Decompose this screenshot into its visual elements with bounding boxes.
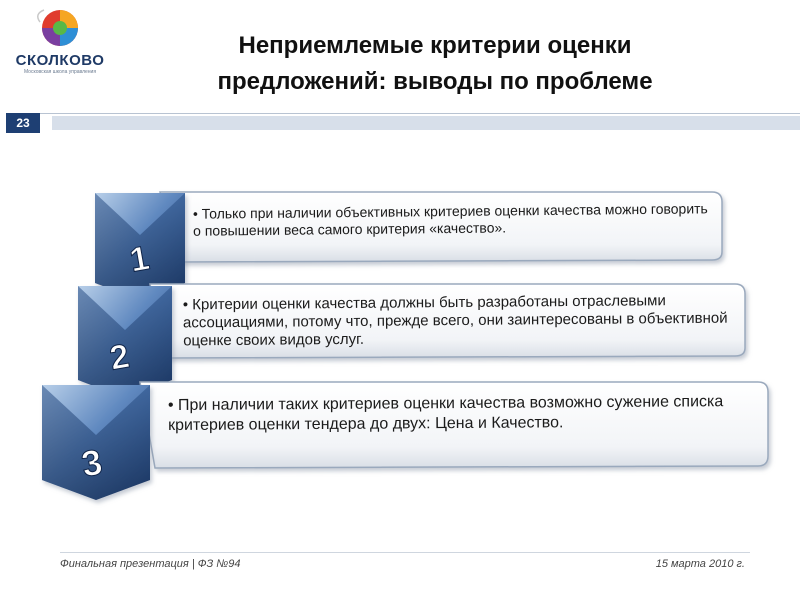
step-1-text: • Только при наличии объективных критериев оценки качества можно говорить о повышении веса самого критерия «качество».	[192, 200, 708, 239]
page-title-line-1: Неприемлемые критерии оценки	[238, 32, 632, 59]
step-2-number: 2	[106, 336, 133, 378]
footer-date: 15 марта 2010 г.	[655, 558, 745, 570]
footer-presentation-name: Финальная презентация | ФЗ №94	[60, 558, 241, 570]
step-3-number: 3	[78, 440, 106, 485]
footer-divider	[60, 552, 750, 553]
slide-number: 23	[6, 113, 40, 133]
step-2-text: • Критерии оценки качества должны быть разработаны отраслевыми ассоциациями, потому что, прежде всего, они заинтересованы в объективной оценке своих видов услуг.	[182, 292, 728, 350]
logo-subtitle: Московская школа управления	[23, 69, 97, 75]
step-3-text: • При наличии таких критериев оценки качества возможно сужение списка критериев оценки тендера до двух: Цена и Качество.	[167, 393, 724, 435]
logo-name: СКОЛКОВО	[15, 52, 105, 69]
step-1-number: 1	[126, 238, 153, 280]
page-title-line-2: предложений: выводы по проблеме	[217, 68, 653, 95]
